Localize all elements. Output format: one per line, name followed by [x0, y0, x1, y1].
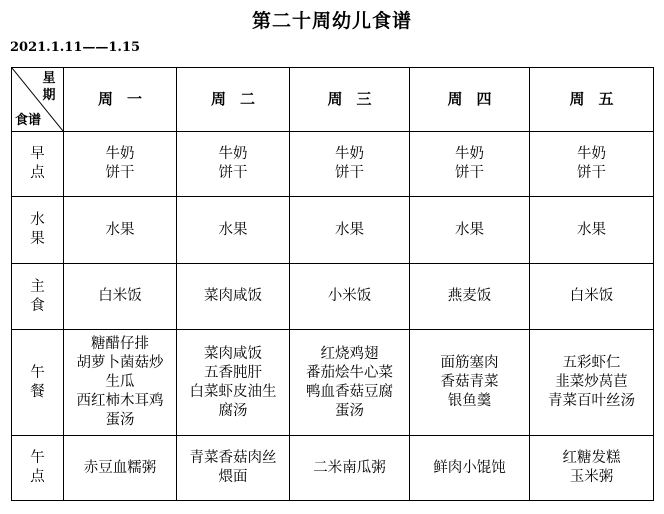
menu-cell [290, 197, 410, 264]
menu-cell [290, 264, 410, 330]
dish: 菜肉咸饭 [204, 288, 262, 304]
menu-cell [530, 197, 654, 264]
row-staple [12, 264, 654, 330]
dish: 糖醋仔排 [91, 336, 149, 352]
row-label-lunch [12, 330, 64, 436]
corner-char: 星 [42, 71, 56, 86]
day-label: 周三 [327, 90, 386, 108]
dish: 韭菜炒莴苣 [555, 374, 628, 390]
dish: 牛奶 [218, 146, 248, 162]
day-label: 周二 [210, 90, 269, 108]
day-header-wed [290, 68, 410, 132]
dish: 鸭血香菇豆腐 [306, 383, 393, 400]
row-label-char: 午 [30, 364, 45, 381]
menu-cell [177, 330, 290, 436]
dish: 小米饭 [327, 288, 372, 304]
dish: 白米饭 [98, 288, 142, 304]
menu-cell [410, 264, 530, 330]
day-label: 周四 [447, 90, 506, 108]
dish: 五香肫肝 [204, 364, 262, 381]
menu-cell [530, 436, 654, 501]
row-lunch [12, 330, 654, 436]
menu-cell [64, 436, 177, 501]
row-label-char: 点 [30, 165, 45, 181]
day-label: 周五 [569, 90, 628, 108]
dish: 水果 [105, 221, 135, 238]
menu-cell [64, 197, 177, 264]
dish: 白菜虾皮油生 [189, 383, 277, 400]
dish: 饼干 [218, 165, 248, 181]
row-label-char: 水 [30, 212, 45, 228]
corner-label-day [41, 70, 57, 104]
dish: 面筋塞肉 [440, 355, 499, 371]
dish: 蛋汤 [105, 412, 135, 428]
menu-cell [177, 132, 290, 197]
menu-cell [64, 132, 177, 197]
corner-cell [12, 68, 64, 132]
dish: 鲜肉小馄饨 [433, 459, 506, 476]
row-label-char: 果 [30, 231, 45, 247]
menu-cell [410, 330, 530, 436]
dish: 牛奶 [455, 146, 484, 162]
dish: 银鱼羹 [447, 393, 492, 409]
dish: 牛奶 [335, 146, 364, 162]
menu-cell [290, 330, 410, 436]
menu-cell [177, 197, 290, 264]
day-header-mon [64, 68, 177, 132]
dish: 赤豆血糯粥 [83, 459, 157, 476]
menu-cell [410, 197, 530, 264]
dish: 腐汤 [218, 402, 248, 419]
menu-cell [64, 330, 177, 436]
dish: 牛奶 [577, 146, 606, 162]
dish: 饼干 [455, 165, 484, 181]
menu-cell [177, 436, 290, 501]
day-label: 周一 [97, 90, 156, 108]
date-range: 2021.1.11——1.15 [10, 40, 141, 55]
row-label-char: 餐 [30, 383, 45, 400]
dish: 煨面 [218, 469, 248, 485]
dish: 饼干 [335, 165, 364, 181]
dish: 西红柿木耳鸡 [76, 393, 164, 409]
corner-label-menu: 食谱 [15, 113, 42, 128]
dish: 青菜香菇肉丝 [189, 450, 277, 466]
menu-cell [177, 264, 290, 330]
dish: 饼干 [105, 165, 135, 181]
header-row [12, 68, 654, 132]
row-label-char: 食 [30, 297, 45, 314]
menu-cell [64, 264, 177, 330]
dish: 青菜百叶丝汤 [548, 393, 635, 409]
row-label-fruit [12, 197, 64, 264]
dish: 水果 [455, 221, 484, 238]
row-label-char: 早 [30, 146, 45, 162]
row-label-staple [12, 264, 64, 330]
row-label-breakfast [12, 132, 64, 197]
dish: 红烧鸡翅 [320, 345, 379, 362]
dish: 五彩虾仁 [562, 355, 621, 371]
menu-table [11, 67, 654, 501]
dish: 玉米粥 [569, 469, 614, 485]
menu-cell [290, 132, 410, 197]
row-label-afternoon-snack [12, 436, 64, 501]
dish: 水果 [577, 221, 606, 238]
dish: 胡萝卜菌菇炒 [76, 355, 164, 371]
day-header-thu [410, 68, 530, 132]
menu-cell [410, 132, 530, 197]
row-label-char: 点 [30, 469, 45, 485]
dish: 饼干 [577, 165, 606, 181]
page-title: 第二十周幼儿食谱 [251, 10, 412, 32]
dish: 燕麦饭 [447, 288, 492, 304]
row-afternoon-snack [12, 436, 654, 501]
row-label-char: 午 [30, 450, 45, 466]
dish: 番茄烩牛心菜 [306, 364, 393, 381]
dish: 蛋汤 [335, 402, 364, 419]
menu-cell [530, 330, 654, 436]
menu-cell [530, 132, 654, 197]
dish: 白米饭 [569, 288, 614, 304]
dish: 香菇青菜 [440, 374, 499, 390]
row-label-char: 主 [30, 278, 45, 295]
dish: 牛奶 [105, 146, 135, 162]
menu-cell [530, 264, 654, 330]
dish: 水果 [335, 221, 364, 238]
day-header-fri [530, 68, 654, 132]
row-breakfast [12, 132, 654, 197]
day-header-tue [177, 68, 290, 132]
dish: 水果 [218, 221, 248, 238]
dish: 二米南瓜粥 [313, 459, 386, 476]
dish: 菜肉咸饭 [204, 345, 262, 362]
dish: 红糖发糕 [562, 450, 621, 466]
row-fruit [12, 197, 654, 264]
menu-cell [290, 436, 410, 501]
menu-cell [410, 436, 530, 501]
dish: 生瓜 [105, 374, 135, 390]
corner-char: 期 [42, 88, 56, 103]
